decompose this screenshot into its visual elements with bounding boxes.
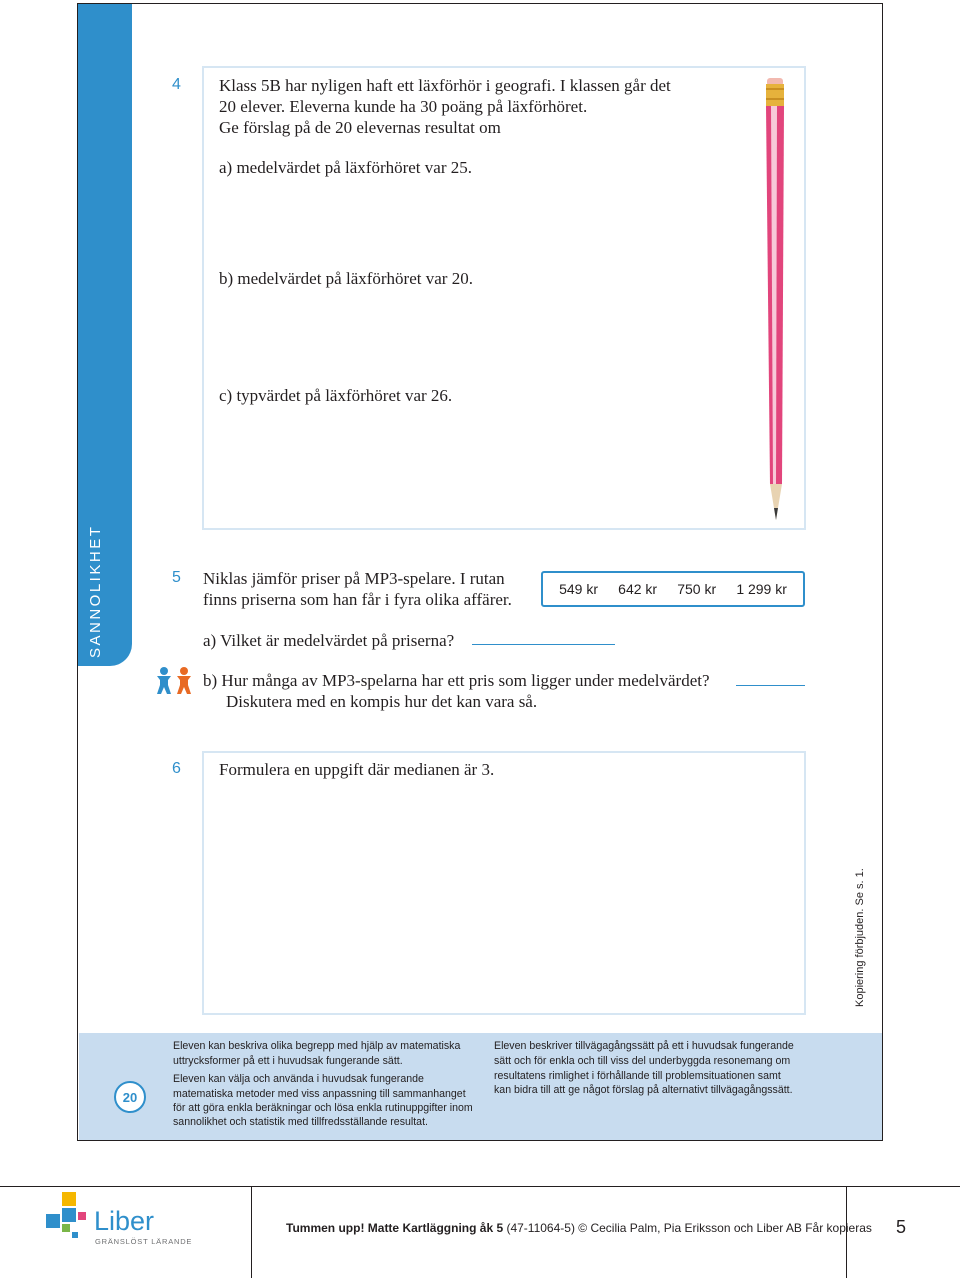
footer-page-number: 5 <box>896 1217 907 1237</box>
price-1: 549 kr <box>559 581 598 597</box>
goal-left-6: sannolikhet och statistik med tillfredsställande resultat. <box>173 1116 428 1128</box>
task-4-line-3: Ge förslag på de 20 elevernas resultat om <box>219 118 501 137</box>
task-6-number: 6 <box>172 760 181 777</box>
goal-right-2: sätt och för enkla och till viss del underbyggda resonemang om <box>494 1055 791 1067</box>
pencil-image <box>758 74 798 528</box>
task-5-line-1: Niklas jämför priser på MP3-spelare. I rutan <box>203 569 505 588</box>
price-3: 750 kr <box>677 581 717 597</box>
price-box <box>541 571 805 607</box>
task-6-text: Formulera en uppgift där medianen är 3. <box>219 760 495 779</box>
task-4b: b) medelvärdet på läxförhöret var 20. <box>219 269 473 288</box>
chapter-label: SANNOLIKHET <box>87 524 104 658</box>
credit-details: (47-11064-5) © Cecilia Palm, Pia Eriksson och Liber AB Får kopieras <box>503 1221 872 1235</box>
goal-left-1: Eleven kan beskriva olika begrepp med hjälp av matematiska <box>173 1040 461 1052</box>
goal-left-5: för att göra enkla beräkningar och lösa enkla rutinuppgifter inom <box>173 1102 473 1114</box>
task-5b-discuss: Diskutera med en kompis hur det kan vara så. <box>226 692 538 711</box>
task-4c: c) typvärdet på läxförhöret var 26. <box>219 386 453 405</box>
page-number-badge: 20 <box>114 1081 146 1113</box>
goal-left-4: matematiska metoder med viss anpassning till sammanhanget <box>173 1088 466 1100</box>
goal-left-2: uttrycksformer på ett i huvudsak fungerande sätt. <box>173 1055 403 1067</box>
task-5b: b) Hur många av MP3-spelarna har ett pris som ligger under medelvärdet? <box>203 671 710 690</box>
task-6-answer-box[interactable] <box>202 751 806 1015</box>
task-4-line-2: 20 elever. Eleverna kunde ha 30 poäng på läxförhöret. <box>219 97 588 116</box>
logo-wordmark: Liber <box>94 1206 155 1236</box>
footer-divider <box>0 1186 960 1187</box>
task-5-number: 5 <box>172 569 181 586</box>
footer-separator-left <box>251 1186 252 1278</box>
task-4a: a) medelvärdet på läxförhöret var 25. <box>219 158 472 177</box>
goal-right-3: resultatens rimlighet i förhållande till problemsituationen samt <box>494 1070 781 1082</box>
goal-right-1: Eleven beskriver tillvägagångssätt på ett i huvudsak fungerande <box>494 1040 794 1052</box>
book-title: Tummen upp! Matte Kartläggning åk 5 <box>286 1221 504 1235</box>
task-5-line-2: finns priserna som han får i fyra olika affärer. <box>203 590 512 609</box>
task-4-number: 4 <box>172 76 181 93</box>
pair-discussion-icon <box>154 666 194 696</box>
task-5a-answer-line[interactable] <box>472 644 615 645</box>
logo-tagline: GRÄNSLÖST LÄRANDE <box>95 1237 193 1246</box>
copy-notice: Kopiering förbjuden. Se s. 1. <box>854 868 866 1007</box>
price-4: 1 299 kr <box>736 581 787 597</box>
task-5a: a) Vilket är medelvärdet på priserna? <box>203 631 455 650</box>
goal-left-3: Eleven kan välja och använda i huvudsak fungerande <box>173 1073 424 1085</box>
task-5b-answer-line[interactable] <box>736 685 805 686</box>
goal-right-4: kan bidra till att ge något förslag på alternativt tillvägagångssätt. <box>494 1084 793 1096</box>
task-4-line-1: Klass 5B har nyligen haft ett läxförhör i geografi. I klassen går det <box>219 76 671 95</box>
footer-credit <box>286 1221 872 1235</box>
price-2: 642 kr <box>618 581 658 597</box>
